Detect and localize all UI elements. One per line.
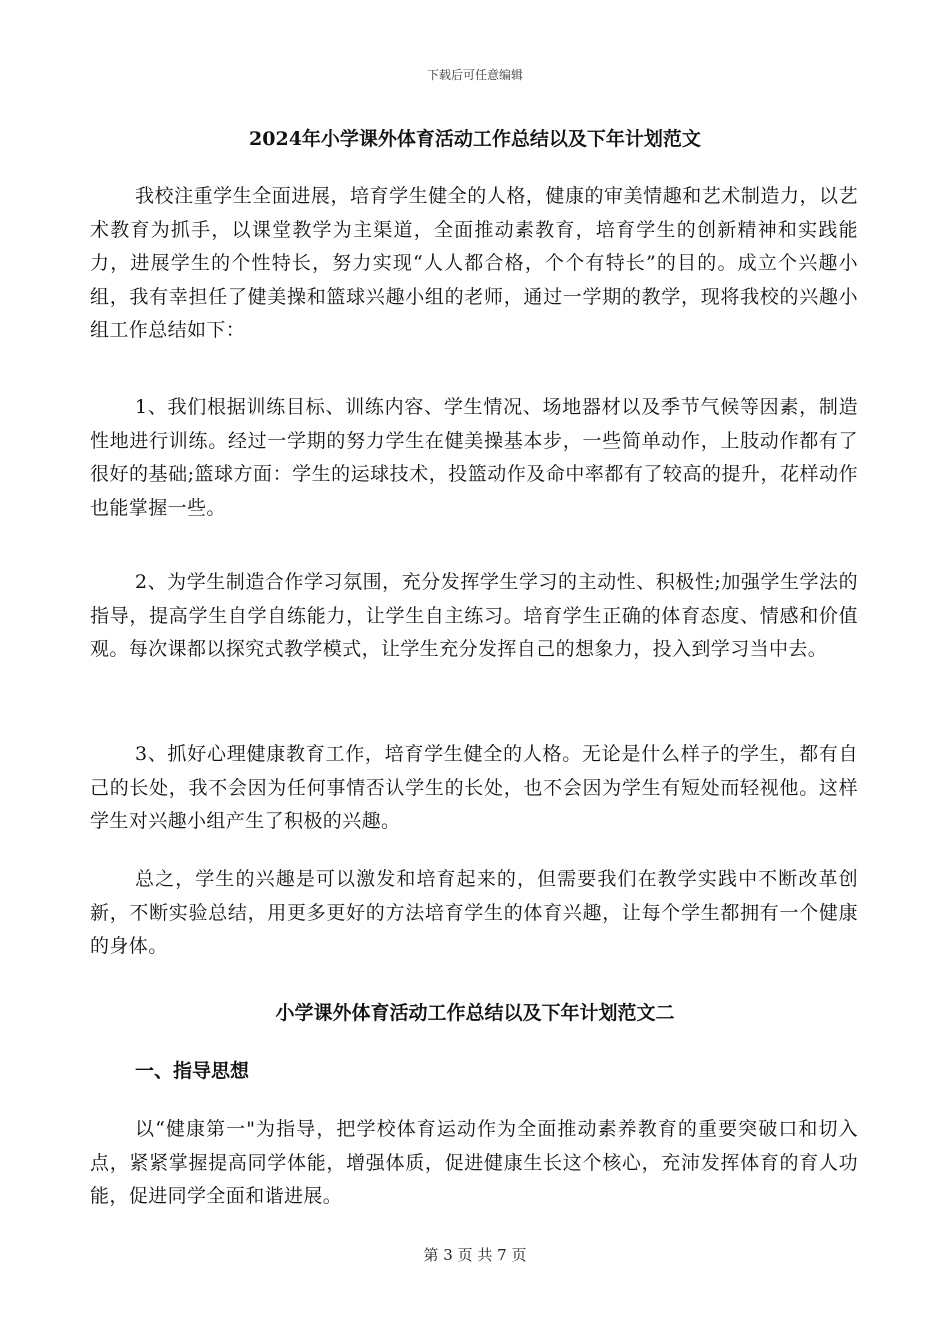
- body-paragraph-intro: 我校注重学生全面进展，培育学生健全的人格，健康的审美情趣和艺术制造力，以艺术教育为抓手，以课堂教学为主渠道，全面推动素教育，培育学生的创新精神和实践能力，进展学生的个性特长，努力实现“人人都合格，个个有特长”的目的。成立个兴趣小组，我有幸担任了健美操和篮球兴趣小组的老师，通过一学期的教学，现将我校的兴趣小组工作总结如下：: [90, 185, 858, 341]
- section-heading: 一、指导思想: [135, 1060, 250, 1082]
- body-paragraph-summary: 总之，学生的兴趣是可以激发和培育起来的，但需要我们在教学实践中不断改革创新，不断实验总结，用更多更好的方法培育学生的体育兴趣，让每个学生都拥有一个健康的身体。: [90, 868, 858, 957]
- page-number: 第 3 页 共 7 页: [423, 1246, 527, 1264]
- body-paragraph-point-3: 3、抓好心理健康教育工作，培育学生健全的人格。无论是什么样子的学生，都有自己的长处，我不会因为任何事情否认学生的长处，也不会因为学生有短处而轻视他。这样学生对兴趣小组产生了积极的兴趣。: [90, 743, 858, 832]
- body-paragraph-point-1: 1、我们根据训练目标、训练内容、学生情况、场地器材以及季节气候等因素，制造性地进行训练。经过一学期的努力学生在健美操基本步，一些简单动作，上肢动作都有了很好的基础;篮球方面：学生的运球技术，投篮动作及命中率都有了较高的提升，花样动作也能掌握一些。: [90, 396, 858, 519]
- document-subtitle: 小学课外体育活动工作总结以及下年计划范文二: [275, 1002, 675, 1024]
- document-title: 2024年小学课外体育活动工作总结以及下年计划范文: [249, 128, 701, 150]
- header-note: 下载后可任意编辑: [426, 68, 523, 82]
- body-paragraph-point-2: 2、为学生制造合作学习氛围，充分发挥学生学习的主动性、积极性;加强学生学法的指导，提高学生自学自练能力，让学生自主练习。培育学生正确的体育态度、情感和价值观。每次课都以探究式教学模式，让学生充分发挥自己的想象力，投入到学习当中去。: [90, 571, 858, 660]
- section-paragraph: 以“健康第一"为指导，把学校体育运动作为全面推动素养教育的重要突破口和切入点，紧紧掌握提高同学体能，增强体质，促进健康生长这个核心，充沛发挥体育的育人功能，促进同学全面和谐进展。: [90, 1118, 858, 1207]
